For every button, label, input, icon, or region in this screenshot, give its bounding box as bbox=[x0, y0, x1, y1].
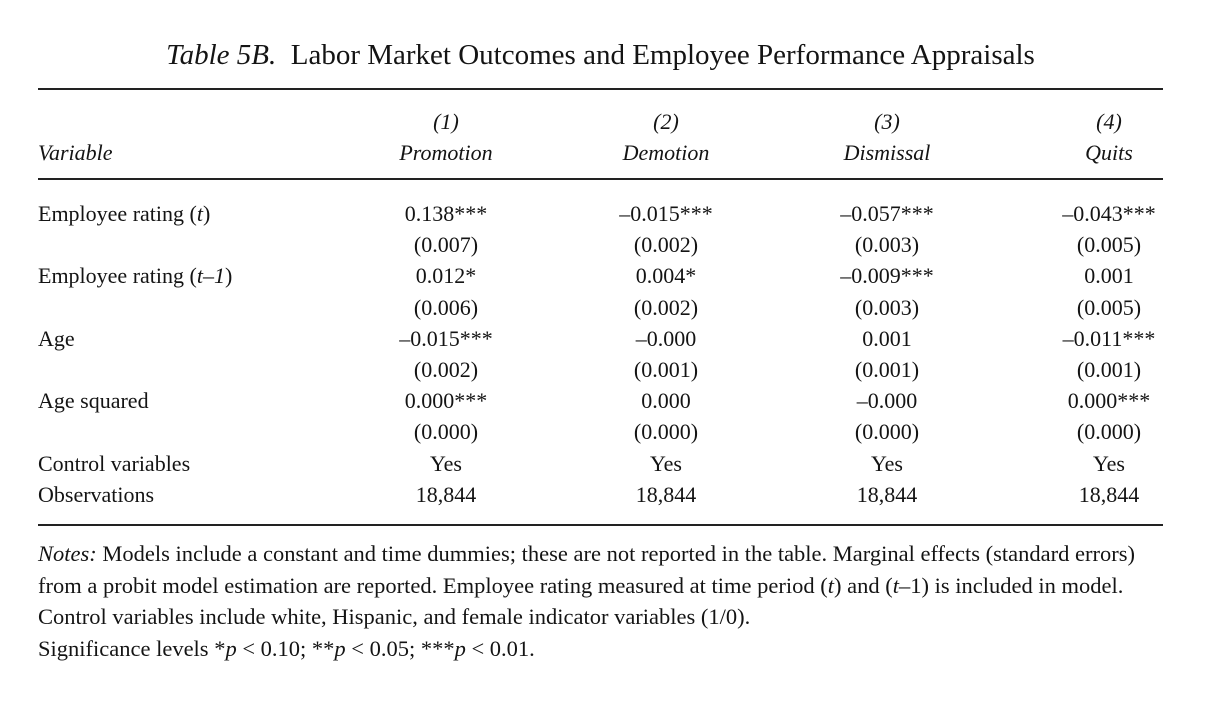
notes-paragraph bbox=[38, 538, 1163, 633]
table-cell: 18,844 bbox=[415, 481, 477, 507]
table-row bbox=[38, 260, 1163, 291]
table-cell: (0.005) bbox=[1076, 232, 1142, 258]
table-cell: 0.001 bbox=[862, 325, 912, 351]
table-cell: 0.138*** bbox=[404, 201, 488, 226]
row-label: Employee rating (t–1) bbox=[38, 263, 233, 289]
table-cell: –0.043*** bbox=[1062, 201, 1156, 226]
table-title bbox=[38, 37, 1163, 73]
table-cell: 0.000*** bbox=[404, 388, 488, 414]
table-cell: Yes bbox=[870, 450, 903, 476]
table-row bbox=[38, 385, 1163, 416]
table-notes bbox=[38, 538, 1163, 664]
table-title-prefix: Table 5B. bbox=[166, 39, 277, 71]
column-number-3: (3) bbox=[874, 109, 900, 134]
table-cell: (0.003) bbox=[854, 232, 920, 258]
table-cell: (0.003) bbox=[854, 294, 920, 320]
table-cell: 0.000*** bbox=[1067, 388, 1151, 414]
table-cell: (0.000) bbox=[1076, 419, 1142, 445]
row-label: Age bbox=[38, 325, 75, 351]
table-cell: Yes bbox=[649, 450, 682, 476]
table-cell: –0.015*** bbox=[399, 325, 493, 351]
row-label: Observations bbox=[38, 481, 155, 507]
row-label: Age squared bbox=[38, 388, 149, 414]
table-cell: (0.006) bbox=[413, 294, 479, 320]
table-cell: (0.002) bbox=[633, 294, 699, 320]
table-row bbox=[38, 416, 1163, 447]
header-rule bbox=[38, 178, 1163, 180]
table-cell: –0.057*** bbox=[840, 201, 934, 226]
table-cell: 0.004* bbox=[635, 263, 697, 289]
column-number-1: (1) bbox=[433, 109, 459, 134]
table-cell: 0.000 bbox=[641, 388, 691, 414]
row-label: Control variables bbox=[38, 450, 191, 476]
table-cell: (0.001) bbox=[633, 357, 699, 382]
table-cell: (0.000) bbox=[854, 419, 920, 445]
bottom-rule bbox=[38, 524, 1163, 526]
table-cell: (0.001) bbox=[854, 357, 920, 382]
notes-text: Models include a constant and time dummies; these are not reported in the table. Marginal effects (standard errors) from a probit model estimation are reported. Employee rating measured at time period (t) and (t–1) is included in model. Control variables include white, Hispanic, and female indicator variables (1/0). bbox=[38, 541, 1135, 629]
table-cell: 0.012* bbox=[415, 263, 477, 289]
column-number-4: (4) bbox=[1096, 109, 1122, 134]
table-row bbox=[38, 323, 1163, 354]
table-row bbox=[38, 448, 1163, 479]
column-name-1: Promotion bbox=[399, 140, 493, 165]
variable-header: Variable bbox=[38, 140, 113, 165]
table-cell: (0.002) bbox=[633, 232, 699, 258]
table-cell: Yes bbox=[429, 450, 462, 476]
table-cell: (0.007) bbox=[413, 232, 479, 258]
table-row bbox=[38, 479, 1163, 510]
table-title-main: Labor Market Outcomes and Employee Performance Appraisals bbox=[290, 39, 1035, 71]
table-cell: –0.000 bbox=[856, 388, 918, 414]
column-number-2: (2) bbox=[653, 109, 679, 134]
notes-lead: Notes: bbox=[38, 541, 97, 566]
table-row bbox=[38, 198, 1163, 229]
table-cell: (0.000) bbox=[633, 419, 699, 445]
table-cell: –0.011*** bbox=[1062, 325, 1156, 351]
table-cell: 18,844 bbox=[1078, 481, 1140, 507]
table-cell: (0.005) bbox=[1076, 294, 1142, 320]
table-cell: 18,844 bbox=[856, 481, 918, 507]
table-cell: 0.001 bbox=[1084, 263, 1134, 289]
table-cell: –0.009*** bbox=[840, 263, 934, 289]
table-row bbox=[38, 354, 1163, 385]
top-rule bbox=[38, 88, 1163, 90]
table-row bbox=[38, 229, 1163, 260]
table-cell: –0.015*** bbox=[619, 201, 713, 226]
column-name-2: Demotion bbox=[622, 140, 710, 165]
column-name-4: Quits bbox=[1085, 140, 1133, 165]
table-cell: Yes bbox=[1092, 450, 1125, 476]
significance-levels: Significance levels *p < 0.10; **p < 0.05; ***p < 0.01. bbox=[38, 635, 535, 661]
table-row bbox=[38, 292, 1163, 323]
column-name-3: Dismissal bbox=[843, 140, 931, 165]
table-cell: (0.000) bbox=[413, 419, 479, 445]
table-cell: (0.002) bbox=[413, 357, 479, 382]
row-label: Employee rating (t) bbox=[38, 201, 211, 226]
table-cell: 18,844 bbox=[635, 481, 697, 507]
table-cell: –0.000 bbox=[635, 325, 697, 351]
table-cell: (0.001) bbox=[1076, 357, 1142, 382]
